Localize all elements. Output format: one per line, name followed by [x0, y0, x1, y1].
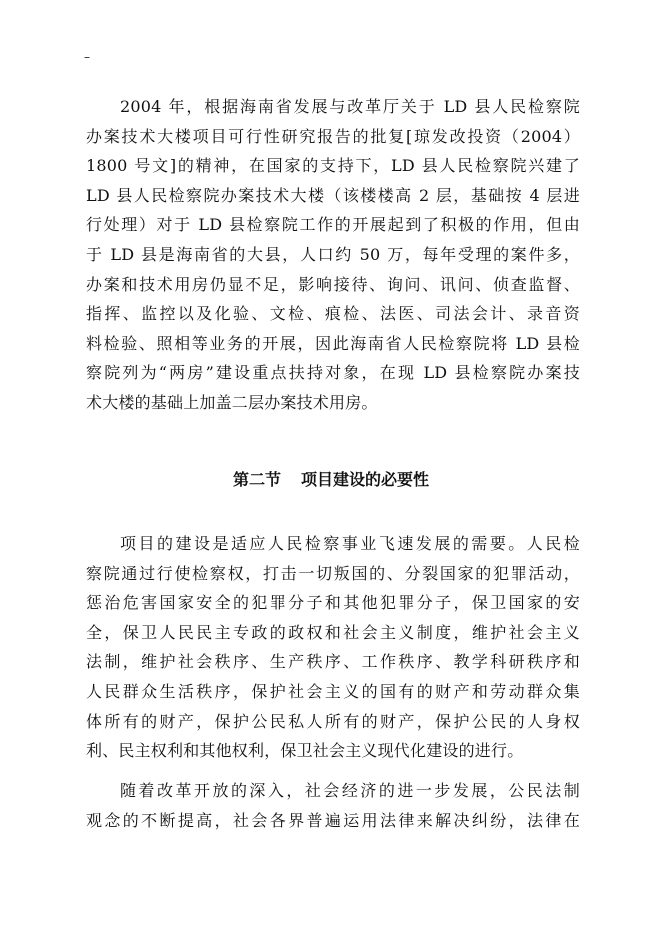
section-number: 第二节 — [232, 470, 281, 489]
text-line: 法制，维护社会秩序、生产秩序、工作秩序、教学科研秩序和 — [86, 652, 580, 672]
section-title: 项目建设的必要性 — [301, 470, 430, 489]
text-line: 术大楼的基础上加盖二层办案技术用房。 — [86, 392, 378, 412]
text-line: 行处理）对于 LD 县检察院工作的开展起到了积极的作用，但由 — [86, 215, 580, 235]
text-line: 人民群众生活秩序，保护社会主义的国有的财产和劳动群众集 — [86, 681, 580, 701]
paragraph-necessity — [86, 529, 580, 766]
text-line: 1800 号文]的精神，在国家的支持下，LD 县人民检察院兴建了 — [86, 156, 580, 176]
text-line: LD 县人民检察院办案技术大楼（该楼楼高 2 层，基础按 4 层进 — [86, 185, 580, 205]
paragraph-reform — [86, 776, 580, 835]
text-line: 体所有的财产，保护公民私人所有的财产，保护公民的人身权 — [86, 711, 580, 731]
text-line: 办案和技术用房仍显不足，影响接待、询问、讯问、侦查监督、 — [86, 274, 580, 294]
text-line: 项目的建设是适应人民检察事业飞速发展的需要。人民检 — [120, 534, 580, 553]
text-line: 2004 年，根据海南省发展与改革厅关于 LD 县人民检察院 — [120, 97, 580, 116]
header-mark: – — [84, 50, 90, 64]
text-line: 惩治危害国家安全的犯罪分子和其他犯罪分子，保卫国家的安 — [86, 593, 580, 613]
text-line: 办案技术大楼项目可行性研究报告的批复[琼发改投资（2004） — [86, 126, 580, 146]
section-heading — [0, 468, 662, 492]
text-line: 随着改革开放的深入，社会经济的进一步发展，公民法制 — [120, 781, 580, 800]
text-line: 察院通过行使检察权，打击一切叛国的、分裂国家的犯罪活动， — [86, 563, 580, 583]
text-line: 全，保卫人民民主专政的政权和社会主义制度，维护社会主义 — [86, 622, 580, 642]
text-line: 察院列为“两房”建设重点扶持对象，在现 LD 县检察院办案技 — [86, 363, 580, 383]
text-line: 观念的不断提高，社会各界普遍运用法律来解决纠纷，法律在 — [86, 810, 580, 830]
paragraph-background — [86, 92, 580, 418]
text-line: 料检验、照相等业务的开展，因此海南省人民检察院将 LD 县检 — [86, 333, 580, 353]
text-line: 利、民主权利和其他权利，保卫社会主义现代化建设的进行。 — [86, 741, 524, 761]
text-line: 指挥、监控以及化验、文检、痕检、法医、司法会计、录音资 — [86, 304, 580, 324]
text-line: 于 LD 县是海南省的大县，人口约 50 万，每年受理的案件多， — [86, 244, 580, 264]
